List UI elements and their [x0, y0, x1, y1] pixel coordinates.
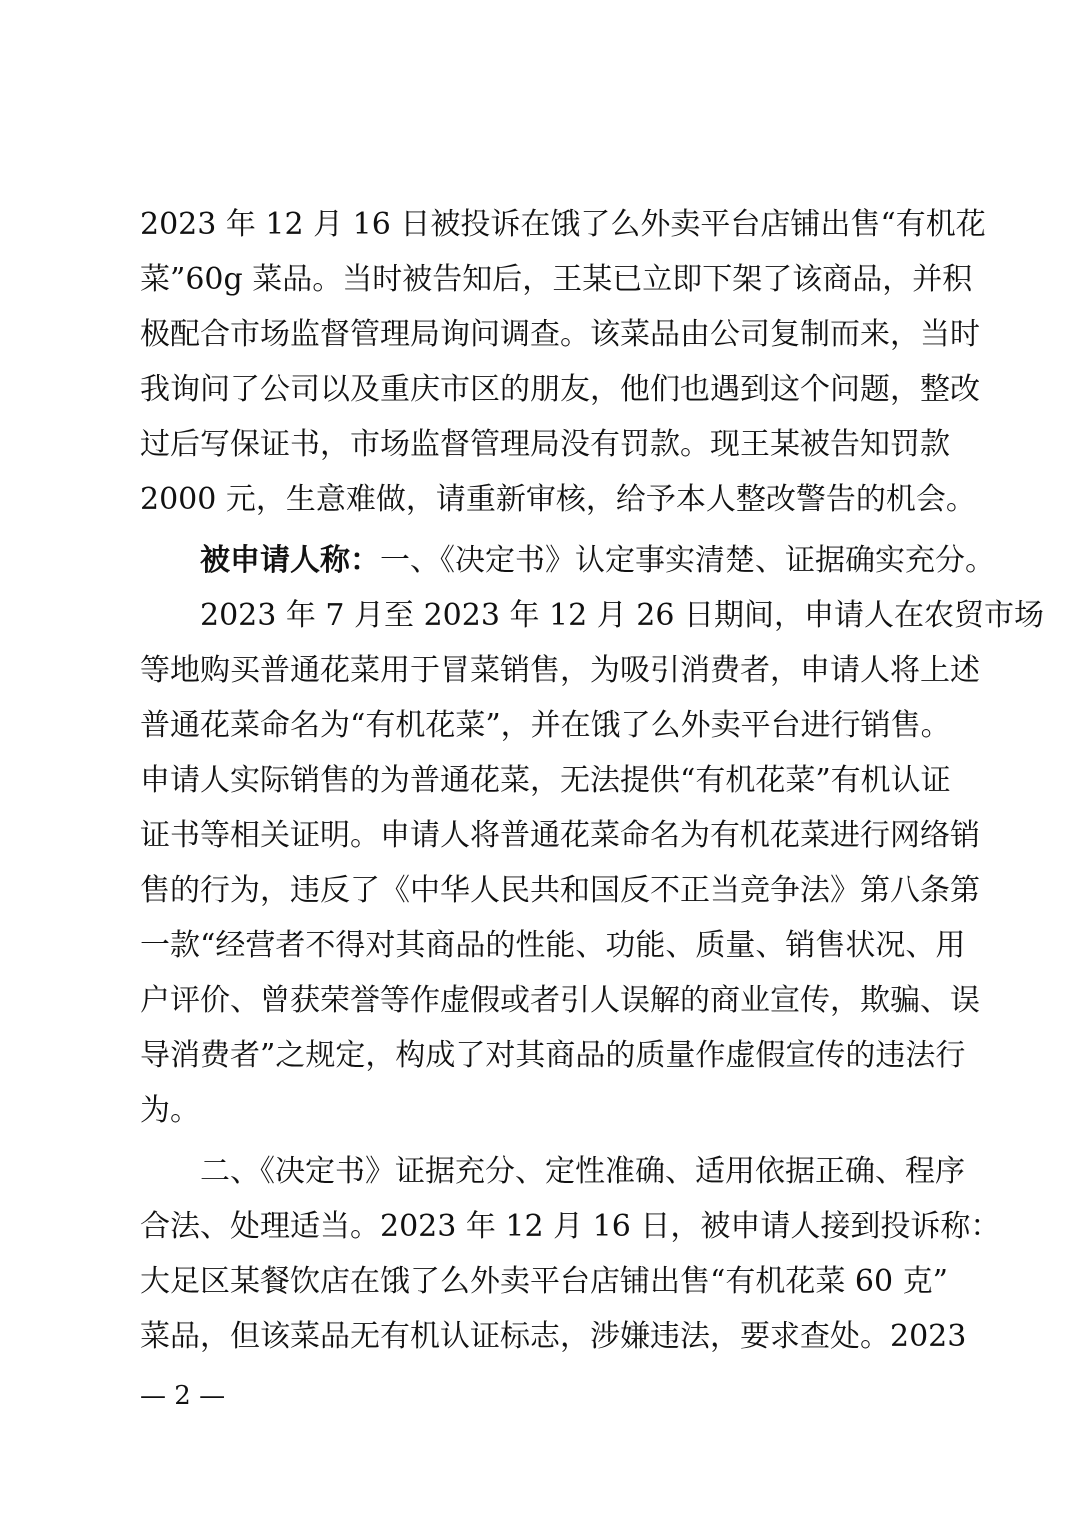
body-line: 导消费者”之规定，构成了对其商品的质量作虚假宣传的违法行 — [140, 1038, 966, 1073]
body-line: 菜”60g 菜品。当时被告知后，王某已立即下架了该商品，并积 — [140, 262, 973, 297]
body-line: 一款“经营者不得对其商品的性能、功能、质量、销售状况、用 — [140, 928, 966, 963]
body-line: 我询问了公司以及重庆市区的朋友，他们也遇到这个问题，整改 — [140, 372, 980, 407]
body-line: 户评价、曾获荣誉等作虚假或者引人误解的商业宣传，欺骗、误 — [140, 983, 980, 1018]
body-line: 合法、处理适当。2023 年 12 月 16 日，被申请人接到投诉称： — [140, 1209, 1001, 1244]
body-line: 二、《决定书》证据充分、定性准确、适用依据正确、程序 — [200, 1154, 965, 1189]
page-number: — 2 — — [140, 1381, 226, 1411]
body-line: 售的行为，违反了《中华人民共和国反不正当竞争法》第八条第 — [140, 873, 980, 908]
body-line: 等地购买普通花菜用于冒菜销售，为吸引消费者，申请人将上述 — [140, 653, 980, 688]
respondent-label: 被申请人称： — [200, 543, 380, 578]
body-line: 过后写保证书，市场监督管理局没有罚款。现王某被告知罚款 — [140, 427, 950, 462]
respondent-point-one: 一、《决定书》认定事实清楚、证据确实充分。 — [380, 543, 995, 578]
body-line: 菜品，但该菜品无有机认证标志，涉嫌违法，要求查处。2023 — [140, 1319, 967, 1354]
body-line: 2023 年 7 月至 2023 年 12 月 26 日期间，申请人在农贸市场 — [200, 598, 1044, 633]
body-line: 申请人实际销售的为普通花菜，无法提供“有机花菜”有机认证 — [140, 763, 951, 798]
document-body — [140, 197, 1044, 1364]
body-line: 大足区某餐饮店在饿了么外卖平台店铺出售“有机花菜 60 克” — [140, 1264, 948, 1299]
body-line: 极配合市场监督管理局询问调查。该菜品由公司复制而来，当时 — [140, 317, 980, 352]
body-line: 2023 年 12 月 16 日被投诉在饿了么外卖平台店铺出售“有机花 — [140, 207, 986, 242]
body-line: 证书等相关证明。申请人将普通花菜命名为有机花菜进行网络销 — [140, 818, 980, 853]
respondent-statement-line — [140, 533, 995, 588]
body-line: 为。 — [140, 1093, 200, 1128]
body-line: 2000 元，生意难做，请重新审核，给予本人整改警告的机会。 — [140, 482, 976, 517]
body-line: 普通花菜命名为“有机花菜”，并在饿了么外卖平台进行销售。 — [140, 708, 951, 743]
